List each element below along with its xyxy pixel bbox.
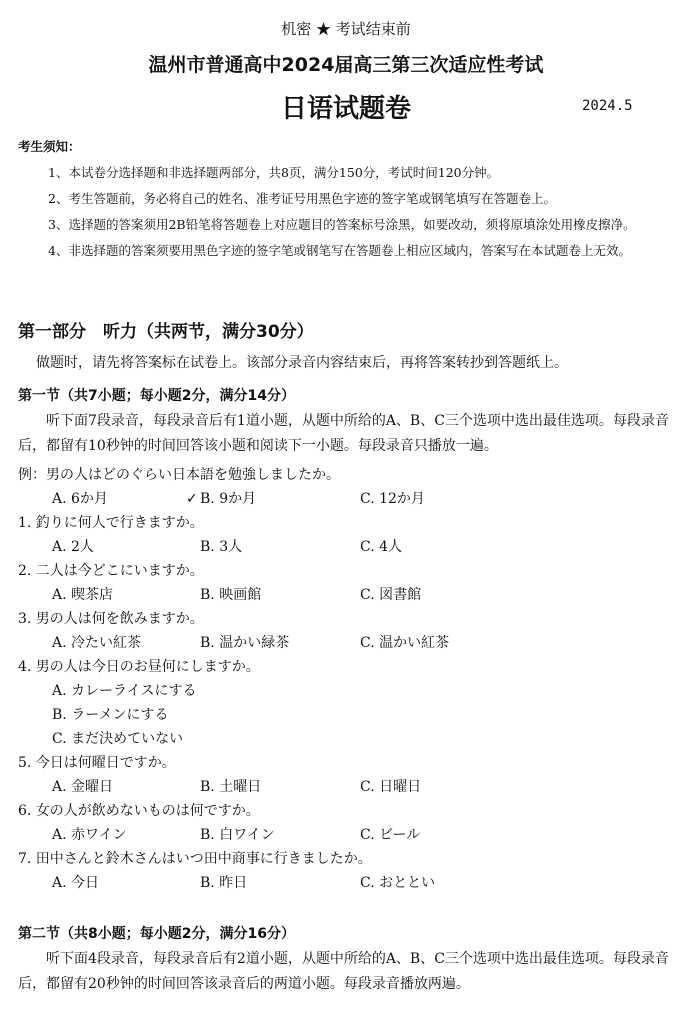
option-b: B. ラーメンにする — [52, 707, 169, 723]
example-option-c: C. 12か月 — [360, 491, 425, 507]
question-2-options — [18, 583, 678, 607]
section-two — [18, 921, 678, 997]
question-5-options — [18, 775, 678, 799]
option-c: C. 4人 — [360, 539, 403, 555]
example-option-a: A. 6か月 — [52, 491, 108, 507]
option-b: B. 映画館 — [200, 587, 262, 603]
exam-date: 2024.5 — [582, 98, 633, 114]
option-a: A. 喫茶店 — [52, 587, 114, 603]
question-1-options — [18, 535, 678, 559]
question-4: 4. 男の人は今日のお昼何にしますか。 — [18, 659, 260, 675]
question-list — [18, 463, 678, 895]
check-mark-icon: ✓ — [186, 491, 198, 507]
option-c: C. ビール — [360, 827, 421, 843]
option-b: B. 昨日 — [200, 875, 248, 891]
option-b: B. 温かい緑茶 — [200, 635, 290, 651]
option-c: C. まだ決めていない — [52, 731, 184, 747]
option-c: C. 日曜日 — [360, 779, 422, 795]
option-a: A. 2人 — [52, 539, 94, 555]
question-3-options — [18, 631, 678, 655]
notice-item-4: 4、非选择题的答案须要用黑色字迹的签字笔或钢笔写在答题卷上相应区域内，答案写在本试题卷上无效。 — [48, 243, 631, 258]
exam-subtitle: 日语试题卷 — [280, 94, 411, 124]
example-option-b: B. 9か月 — [200, 491, 257, 507]
notice-heading: 考生须知： — [18, 139, 81, 154]
confidential-mark: 机密 ★ 考试结束前 — [281, 20, 411, 38]
question-6-options — [18, 823, 678, 847]
question-3: 3. 男の人は何を飲みますか。 — [18, 611, 204, 627]
question-7-options — [18, 871, 678, 895]
section-two-heading: 第二节（共8小题；每小题2分，满分16分） — [18, 926, 295, 942]
option-a: A. 金曜日 — [52, 779, 114, 795]
section-one — [18, 383, 678, 459]
section-two-instruction: 听下面4段录音，每段录音后有2道小题，从题中所给的A、B、C三个选项中选出最佳选项。每段录音后，都留有20秒钟的时间回答该录音后的两道小题。每段录音播放两遍。 — [18, 951, 669, 992]
option-b: B. 白ワイン — [200, 827, 275, 843]
exam-title: 温州市普通高中2024届高三第三次适应性考试 — [148, 54, 544, 76]
section-one-instruction: 听下面7段录音，每段录音后有1道小题，从题中所给的A、B、C三个选项中选出最佳选项。每段录音后，都留有10秒钟的时间回答该小题和阅读下一小题。每段录音只播放一遍。 — [18, 413, 669, 454]
example-options — [18, 487, 678, 511]
part-one-heading: 第一部分 听力（共两节，满分30分） — [18, 322, 314, 342]
part-one — [18, 318, 678, 376]
section-one-heading: 第一节（共7小题；每小题2分，满分14分） — [18, 388, 295, 404]
candidate-notice — [18, 134, 668, 264]
example-question: 例：男の人はどのぐらい日本語を勉強しましたか。 — [18, 467, 340, 483]
notice-item-1: 1、本试卷分选择题和非选择题两部分，共8页，满分150分，考试时间120分钟。 — [48, 165, 500, 180]
question-6: 6. 女の人が飲めないものは何ですか。 — [18, 803, 260, 819]
option-b: B. 土曜日 — [200, 779, 262, 795]
option-a: A. 冷たい紅茶 — [52, 635, 142, 651]
option-c: C. 温かい紅茶 — [360, 635, 450, 651]
part-one-lead: 做题时，请先将答案标在试卷上。该部分录音内容结束后，再将答案转抄到答题纸上。 — [36, 355, 568, 371]
option-a: A. カレーライスにする — [52, 683, 197, 699]
question-1: 1. 釣りに何人で行きますか。 — [18, 515, 204, 531]
question-5: 5. 今日は何曜日ですか。 — [18, 755, 176, 771]
question-2: 2. 二人は今どこにいますか。 — [18, 563, 204, 579]
option-b: B. 3人 — [200, 539, 243, 555]
option-c: C. 図書館 — [360, 587, 422, 603]
question-7: 7. 田中さんと鈴木さんはいつ田中商事に行きましたか。 — [18, 851, 372, 867]
option-c: C. おととい — [360, 875, 436, 891]
option-a: A. 赤ワイン — [52, 827, 127, 843]
notice-item-3: 3、选择题的答案须用2B铅笔将答题卷上对应题目的答案标号涂黑，如要改动，须将原填涂处用橡皮擦净。 — [48, 217, 636, 232]
option-a: A. 今日 — [52, 875, 100, 891]
notice-item-2: 2、考生答题前，务必将自己的姓名、准考证号用黑色字迹的签字笔或钢笔填写在答题卷上。 — [48, 191, 556, 206]
